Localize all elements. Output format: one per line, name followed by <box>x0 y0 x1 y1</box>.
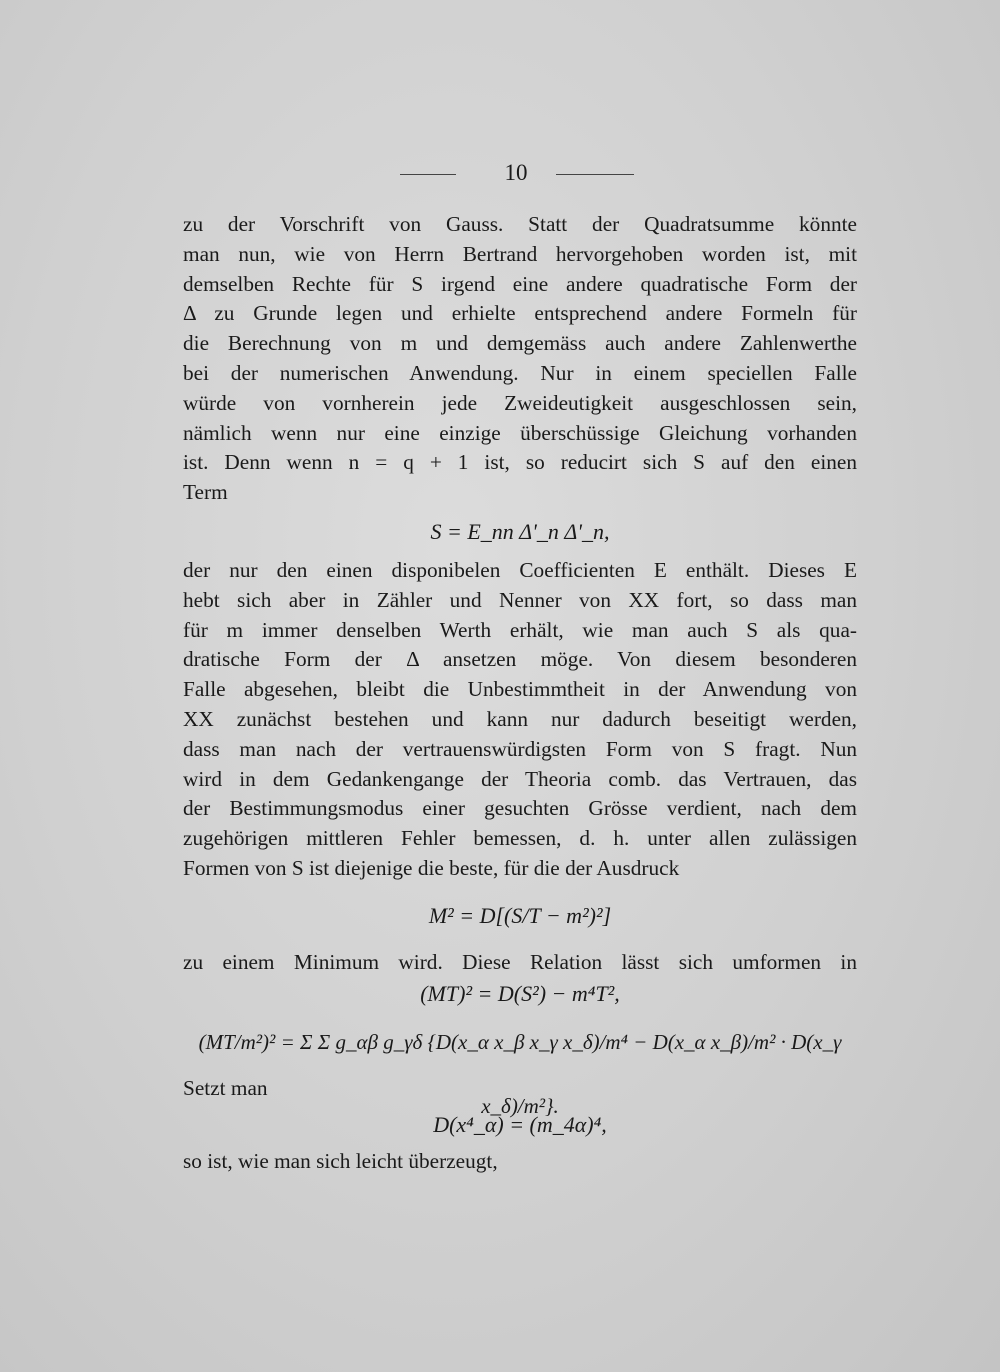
text-line: nämlich wenn nur eine einzige überschüssige Gleichung vorhanden <box>183 420 857 445</box>
text-line: der Bestimmungsmodus einer gesuchten Grösse verdient, nach dem <box>183 796 857 821</box>
text-line: dratische Form der Δ ansetzen möge. Von diesem besonderen <box>183 647 857 672</box>
text-line: XX zunächst bestehen und kann nur dadurch beseitigt werden, <box>183 706 857 731</box>
text-line: hebt sich aber in Zähler und Nenner von XX fort, so dass man <box>183 587 857 612</box>
text-line: zugehörigen mittleren Fehler bemessen, d. h. unter allen zulässigen <box>183 826 857 851</box>
text-line: die Berechnung von m und demgemäss auch andere Zahlenwerthe <box>183 331 857 356</box>
text-line: zu einem Minimum wird. Diese Relation lässt sich umformen in <box>183 949 857 974</box>
text-line: Formen von S ist diejenige die beste, für die der Ausdruck <box>183 855 680 880</box>
text-line: demselben Rechte für S irgend eine andere quadratische Form der <box>183 271 857 296</box>
text-line: Δ zu Grunde legen und erhielte entsprechend andere Formeln für <box>183 301 857 326</box>
equation-mt-squared <box>183 978 857 1010</box>
text-line: man nun, wie von Herrn Bertrand hervorgehoben worden ist, mit <box>183 241 857 266</box>
equation-sum: (MT/m²)² = Σ Σ g_αβ g_γδ {D(x_α x_β x_γ x_δ)/m⁴ − D(x_α x_β)/m² · D(x_γ x_δ)/m²}. <box>198 1029 842 1118</box>
page-number: 10 <box>504 160 528 185</box>
equation-m-squared <box>183 884 857 948</box>
paragraph-3 <box>183 948 857 978</box>
paragraph-1 <box>183 210 857 508</box>
equation-s-enn: S = E_nn Δ'_n Δ'_n, <box>430 518 610 544</box>
text-line: für m immer denselben Werth erhält, wie man auch S als qua- <box>183 617 857 642</box>
header-rule-right <box>556 174 634 175</box>
text-line: wird in dem Gedankengange der Theoria comb. das Vertrauen, das <box>183 766 857 791</box>
equation-moment: D(x⁴_α) = (m_4α)⁴, <box>433 1112 607 1138</box>
text-line: würde von vornherein jede Zweideutigkeit ausgeschlossen sein, <box>183 390 857 415</box>
equation-m2: M² = D[(S/T − m²)²] <box>428 902 612 928</box>
text-line: Term <box>183 480 228 505</box>
text-line: Falle abgesehen, bleibt die Unbestimmtheit in der Anwendung von <box>183 677 857 702</box>
text-line: dass man nach der vertrauenswürdigsten Form von S fragt. Nun <box>183 736 857 761</box>
paragraph-2 <box>183 556 857 884</box>
equation-term <box>183 508 857 556</box>
paragraph-5 <box>183 1147 857 1177</box>
text-line: so ist, wie man sich leicht überzeugt, <box>183 1149 498 1174</box>
text-line: bei der numerischen Anwendung. Nur in einem speciellen Falle <box>183 360 857 385</box>
text-line: zu der Vorschrift von Gauss. Statt der Quadratsumme könnte <box>183 212 857 236</box>
equation-d-x4 <box>183 1103 857 1147</box>
text-line: der nur den einen disponibelen Coefficienten E enthält. Dieses E <box>183 557 857 582</box>
equation-mt2: (MT)² = D(S²) − m⁴T², <box>420 980 620 1006</box>
page-header <box>0 158 1000 188</box>
page-body <box>183 210 857 1177</box>
text-line: ist. Denn wenn n = q + 1 ist, so reducirt sich S auf den einen <box>183 450 857 475</box>
text-line: Setzt man <box>183 1075 268 1100</box>
